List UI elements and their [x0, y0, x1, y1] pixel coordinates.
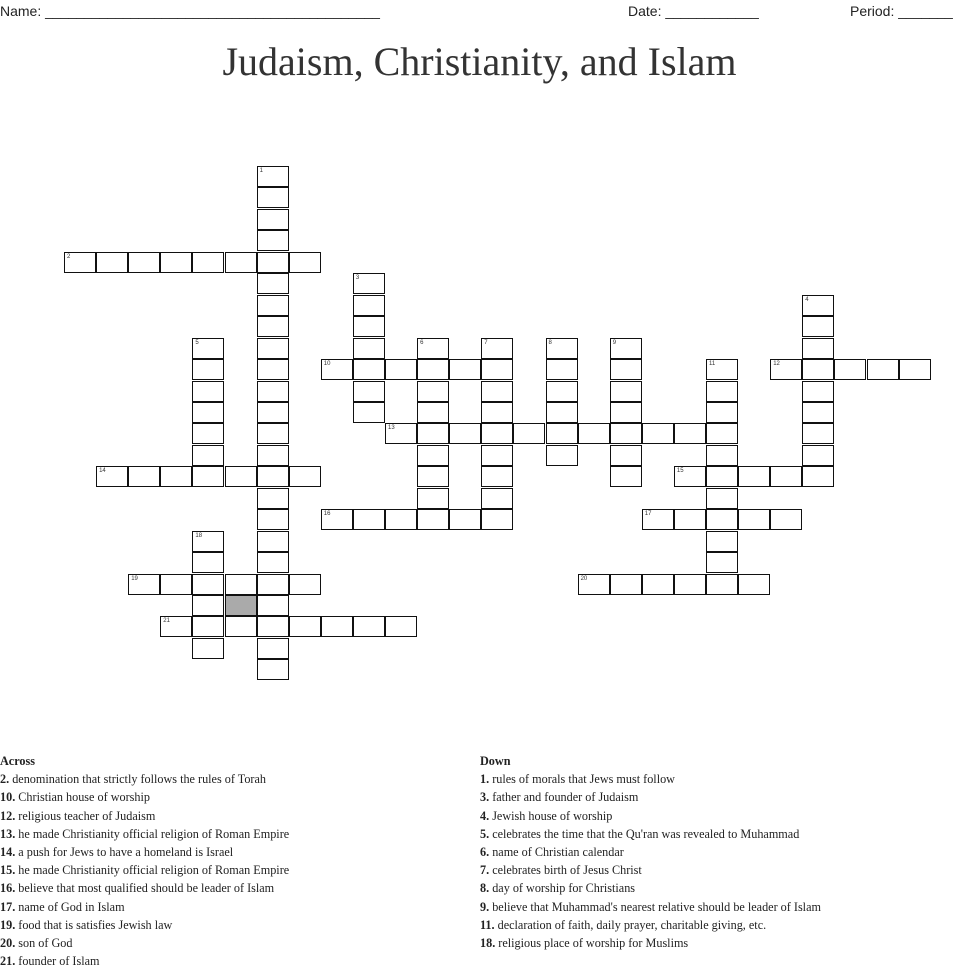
grid-cell[interactable] — [257, 402, 289, 423]
down-clue — [480, 843, 821, 861]
grid-cell[interactable] — [257, 531, 289, 552]
grid-cell[interactable] — [385, 423, 417, 444]
grid-cell[interactable] — [192, 381, 224, 402]
grid-cell[interactable] — [449, 509, 481, 530]
clue-text: a push for Jews to have a homeland is Israel — [18, 845, 234, 860]
clue-number: 2. — [0, 772, 10, 787]
cell-number: 1 — [259, 168, 263, 174]
grid-cell[interactable] — [417, 423, 449, 444]
grid-cell[interactable] — [546, 338, 578, 359]
grid-cell[interactable] — [192, 595, 224, 616]
cell-number: 12 — [773, 361, 780, 368]
grid-cell[interactable] — [257, 187, 289, 208]
grid-cell[interactable] — [257, 166, 289, 187]
grid-cell[interactable] — [481, 509, 513, 530]
clue-text: believe that Muhammad's nearest relative should be leader of Islam — [492, 899, 821, 914]
down-clue — [480, 879, 821, 897]
clue-text: father and founder of Judaism — [492, 790, 639, 805]
grid-cell[interactable] — [192, 466, 224, 487]
grid-cell[interactable] — [802, 295, 834, 316]
grid-cell[interactable] — [578, 574, 610, 595]
grid-cell[interactable] — [321, 616, 353, 637]
grid-cell[interactable] — [192, 252, 224, 273]
grid-cell[interactable] — [225, 574, 257, 595]
grid-cell[interactable] — [257, 574, 289, 595]
grid-cell[interactable] — [257, 359, 289, 380]
grid-cell[interactable] — [546, 359, 578, 380]
grid-cell[interactable] — [160, 466, 192, 487]
down-clue — [480, 770, 821, 788]
grid-cell[interactable] — [802, 338, 834, 359]
clue-number: 7. — [480, 863, 490, 878]
grid-cell[interactable] — [481, 445, 513, 466]
cell-number: 7 — [484, 339, 488, 346]
across-clue — [0, 952, 289, 970]
grid-cell[interactable] — [481, 423, 513, 444]
grid-cell[interactable] — [417, 381, 449, 402]
grid-cell[interactable] — [706, 445, 738, 466]
grid-cell[interactable] — [706, 381, 738, 402]
grid-cell[interactable] — [128, 252, 160, 273]
down-clue — [480, 916, 821, 934]
grid-cell[interactable] — [546, 402, 578, 423]
grid-cell[interactable] — [417, 466, 449, 487]
cell-number: 16 — [323, 511, 331, 518]
grid-cell[interactable] — [642, 574, 674, 595]
cell-number: 18 — [195, 532, 203, 539]
cell-number: 4 — [805, 296, 809, 303]
cell-number: 3 — [355, 275, 360, 282]
clue-text: name of God in Islam — [18, 899, 125, 914]
grid-cell[interactable] — [192, 423, 224, 444]
cell-number: 2 — [67, 253, 71, 260]
grid-cell[interactable] — [192, 574, 224, 595]
grid-cell[interactable] — [610, 574, 642, 595]
grid-cell[interactable] — [192, 531, 224, 552]
grid-cell[interactable] — [257, 509, 289, 530]
grid-cell[interactable] — [770, 359, 802, 380]
across-clue — [0, 843, 289, 861]
grid-cell[interactable] — [449, 423, 481, 444]
grid-cell[interactable] — [192, 402, 224, 423]
grid-cell[interactable] — [481, 338, 513, 359]
grid-cell[interactable] — [257, 423, 289, 444]
clue-number: 4. — [480, 808, 490, 823]
clue-text: he made Christianity official religion of Roman Empire — [18, 826, 290, 841]
grid-cell[interactable] — [225, 616, 257, 637]
grid-cell[interactable] — [257, 381, 289, 402]
down-clues — [480, 752, 821, 952]
grid-cell[interactable] — [257, 445, 289, 466]
clue-text: Christian house of worship — [18, 790, 150, 805]
grid-cell[interactable] — [642, 509, 674, 530]
clue-text: celebrates the time that the Qu'ran was revealed to Muhammad — [492, 826, 800, 841]
cell-number: 15 — [676, 468, 684, 475]
grid-cell[interactable] — [738, 466, 770, 487]
grid-cell[interactable] — [289, 574, 321, 595]
grid-cell[interactable] — [353, 359, 385, 380]
clue-number: 10. — [0, 790, 16, 805]
clue-text: day of worship for Christians — [492, 881, 636, 896]
grid-cell[interactable] — [802, 402, 834, 423]
grid-cell[interactable] — [257, 209, 289, 230]
grid-cell[interactable] — [481, 402, 513, 423]
across-clue — [0, 770, 289, 788]
grid-cell[interactable] — [192, 338, 224, 359]
grid-cell[interactable] — [289, 252, 321, 273]
grid-cell[interactable] — [353, 338, 385, 359]
clue-text: denomination that strictly follows the rules of Torah — [12, 772, 266, 787]
grid-cell[interactable] — [481, 359, 513, 380]
grid-cell[interactable] — [449, 359, 481, 380]
grid-cell[interactable] — [706, 531, 738, 552]
across-clue — [0, 879, 289, 897]
grid-cell[interactable] — [321, 359, 353, 380]
grid-cell[interactable] — [802, 466, 834, 487]
grid-cell[interactable] — [706, 574, 738, 595]
clue-text: declaration of faith, daily prayer, charitable giving, etc. — [497, 917, 767, 932]
grid-cell[interactable] — [802, 423, 834, 444]
period-field-label: Period: _______ — [850, 3, 953, 19]
across-clue — [0, 807, 289, 825]
grid-cell[interactable] — [225, 252, 257, 273]
grid-cell[interactable] — [802, 359, 834, 380]
grid-cell[interactable] — [257, 252, 289, 273]
grid-cell[interactable] — [257, 338, 289, 359]
cell-number: 20 — [580, 575, 588, 582]
grid-cell[interactable] — [417, 509, 449, 530]
clue-number: 13. — [0, 826, 16, 841]
cell-number: 10 — [323, 361, 331, 368]
grid-cell[interactable] — [642, 423, 674, 444]
grid-cell[interactable] — [513, 423, 545, 444]
grid-cell[interactable] — [257, 466, 289, 487]
grid-cell[interactable] — [738, 574, 770, 595]
grid-cell[interactable] — [385, 616, 417, 637]
clue-number: 20. — [0, 936, 16, 951]
down-heading: Down — [480, 754, 511, 768]
grid-cell[interactable] — [674, 509, 706, 530]
grid-cell[interactable] — [225, 466, 257, 487]
clue-number: 15. — [0, 863, 16, 878]
clue-number: 1. — [480, 772, 490, 787]
clue-number: 3. — [480, 790, 490, 805]
clue-text: food that is satisfies Jewish law — [18, 917, 173, 932]
clue-text: celebrates birth of Jesus Christ — [492, 863, 642, 878]
grid-cell[interactable] — [257, 273, 289, 294]
across-heading: Across — [0, 754, 35, 768]
grid-cell[interactable] — [289, 466, 321, 487]
grid-cell[interactable] — [481, 488, 513, 509]
grid-cell[interactable] — [802, 316, 834, 337]
grid-cell[interactable] — [610, 381, 642, 402]
clue-text: religious teacher of Judaism — [18, 808, 156, 823]
down-clue — [480, 807, 821, 825]
clue-number: 11. — [480, 917, 495, 932]
cell-number: 6 — [420, 339, 424, 346]
grid-cell[interactable] — [706, 402, 738, 423]
grid-cell[interactable] — [289, 616, 321, 637]
grid-cell[interactable] — [257, 638, 289, 659]
grid-cell[interactable] — [867, 359, 899, 380]
clue-text: he made Christianity official religion of Roman Empire — [18, 863, 290, 878]
grid-cell[interactable] — [96, 466, 128, 487]
grid-cell[interactable] — [417, 488, 449, 509]
grid-cell[interactable] — [96, 252, 128, 273]
down-clue — [480, 825, 821, 843]
grid-cell[interactable] — [353, 402, 385, 423]
name-field-label: Name: ___________________________________________ — [0, 3, 380, 19]
grid-cell[interactable] — [417, 338, 449, 359]
grid-cell[interactable] — [610, 402, 642, 423]
across-clue — [0, 825, 289, 843]
grid-cell[interactable] — [385, 509, 417, 530]
clue-text: Jewish house of worship — [492, 808, 613, 823]
across-clue — [0, 934, 289, 952]
clue-number: 8. — [480, 881, 490, 896]
grid-cell[interactable] — [257, 488, 289, 509]
grid-cell[interactable] — [481, 466, 513, 487]
clue-number: 21. — [0, 954, 16, 969]
cell-number: 8 — [548, 339, 552, 346]
down-clue — [480, 861, 821, 879]
grid-cell[interactable] — [128, 466, 160, 487]
grid-cell[interactable] — [610, 359, 642, 380]
grid-cell[interactable] — [257, 595, 289, 616]
grid-cell[interactable] — [706, 552, 738, 573]
grid-cell[interactable] — [706, 509, 738, 530]
clue-number: 14. — [0, 845, 16, 860]
clue-number: 12. — [0, 808, 16, 823]
cell-number: 9 — [612, 339, 617, 346]
grid-cell[interactable] — [353, 509, 385, 530]
grid-cell[interactable] — [738, 509, 770, 530]
grid-cell[interactable] — [385, 359, 417, 380]
grid-cell[interactable] — [481, 381, 513, 402]
clue-number: 19. — [0, 917, 16, 932]
clue-text: founder of Islam — [18, 954, 100, 969]
shaded-cell — [225, 595, 257, 616]
across-clue — [0, 861, 289, 879]
grid-cell[interactable] — [353, 273, 385, 294]
clue-number: 18. — [480, 936, 496, 951]
page-title: Judaism, Christianity, and Islam — [222, 39, 737, 84]
across-clue — [0, 898, 289, 916]
grid-cell[interactable] — [899, 359, 931, 380]
across-clue — [0, 788, 289, 806]
cell-number: 14 — [99, 468, 106, 475]
grid-cell[interactable] — [192, 616, 224, 637]
grid-cell[interactable] — [321, 509, 353, 530]
grid-cell[interactable] — [770, 509, 802, 530]
grid-cell[interactable] — [353, 316, 385, 337]
cell-number: 13 — [388, 425, 395, 432]
grid-cell[interactable] — [192, 359, 224, 380]
grid-cell[interactable] — [546, 381, 578, 402]
grid-cell[interactable] — [257, 295, 289, 316]
grid-cell[interactable] — [257, 316, 289, 337]
grid-cell[interactable] — [674, 574, 706, 595]
grid-cell[interactable] — [802, 445, 834, 466]
grid-cell[interactable] — [610, 445, 642, 466]
grid-cell[interactable] — [417, 359, 449, 380]
cell-number: 11 — [709, 361, 716, 368]
clue-text: believe that most qualified should be leader of Islam — [18, 881, 275, 896]
cell-number: 5 — [195, 339, 199, 346]
grid-cell[interactable] — [353, 616, 385, 637]
grid-cell[interactable] — [546, 445, 578, 466]
grid-cell[interactable] — [546, 423, 578, 444]
grid-cell[interactable] — [257, 659, 289, 680]
grid-cell[interactable] — [417, 402, 449, 423]
clue-text: name of Christian calendar — [492, 845, 624, 860]
grid-cell[interactable] — [610, 338, 642, 359]
grid-cell[interactable] — [353, 295, 385, 316]
grid-cell[interactable] — [353, 381, 385, 402]
across-clues — [0, 752, 289, 970]
grid-cell[interactable] — [160, 616, 192, 637]
grid-cell[interactable] — [64, 252, 96, 273]
grid-cell[interactable] — [192, 552, 224, 573]
clue-text: religious place of worship for Muslims — [498, 936, 689, 951]
grid-cell[interactable] — [417, 445, 449, 466]
grid-cell[interactable] — [706, 488, 738, 509]
across-clue — [0, 916, 289, 934]
grid-cell[interactable] — [674, 423, 706, 444]
grid-cell[interactable] — [257, 616, 289, 637]
grid-cell[interactable] — [160, 574, 192, 595]
grid-cell[interactable] — [192, 638, 224, 659]
clue-number: 5. — [480, 826, 490, 841]
grid-cell[interactable] — [706, 466, 738, 487]
grid-cell[interactable] — [674, 466, 706, 487]
down-clue — [480, 934, 821, 952]
cell-number: 21 — [163, 618, 170, 625]
clue-text: rules of morals that Jews must follow — [492, 772, 675, 787]
date-field-label: Date: ____________ — [628, 3, 759, 19]
grid-cell[interactable] — [192, 445, 224, 466]
grid-cell[interactable] — [610, 423, 642, 444]
grid-cell[interactable] — [257, 230, 289, 251]
grid-cell[interactable] — [610, 466, 642, 487]
down-clue — [480, 788, 821, 806]
grid-cell[interactable] — [706, 359, 738, 380]
clue-text: son of God — [18, 936, 73, 951]
grid-cell[interactable] — [257, 552, 289, 573]
grid-cell[interactable] — [834, 359, 866, 380]
clue-number: 17. — [0, 899, 16, 914]
grid-cell[interactable] — [128, 574, 160, 595]
cell-number: 17 — [644, 511, 652, 518]
grid-cell[interactable] — [770, 466, 802, 487]
down-clue — [480, 898, 821, 916]
grid-cell[interactable] — [802, 381, 834, 402]
cell-number: 19 — [131, 575, 138, 582]
grid-cell[interactable] — [706, 423, 738, 444]
clue-number: 16. — [0, 881, 16, 896]
grid-cell[interactable] — [578, 423, 610, 444]
clue-number: 6. — [480, 845, 490, 860]
clue-number: 9. — [480, 899, 490, 914]
grid-cell[interactable] — [160, 252, 192, 273]
